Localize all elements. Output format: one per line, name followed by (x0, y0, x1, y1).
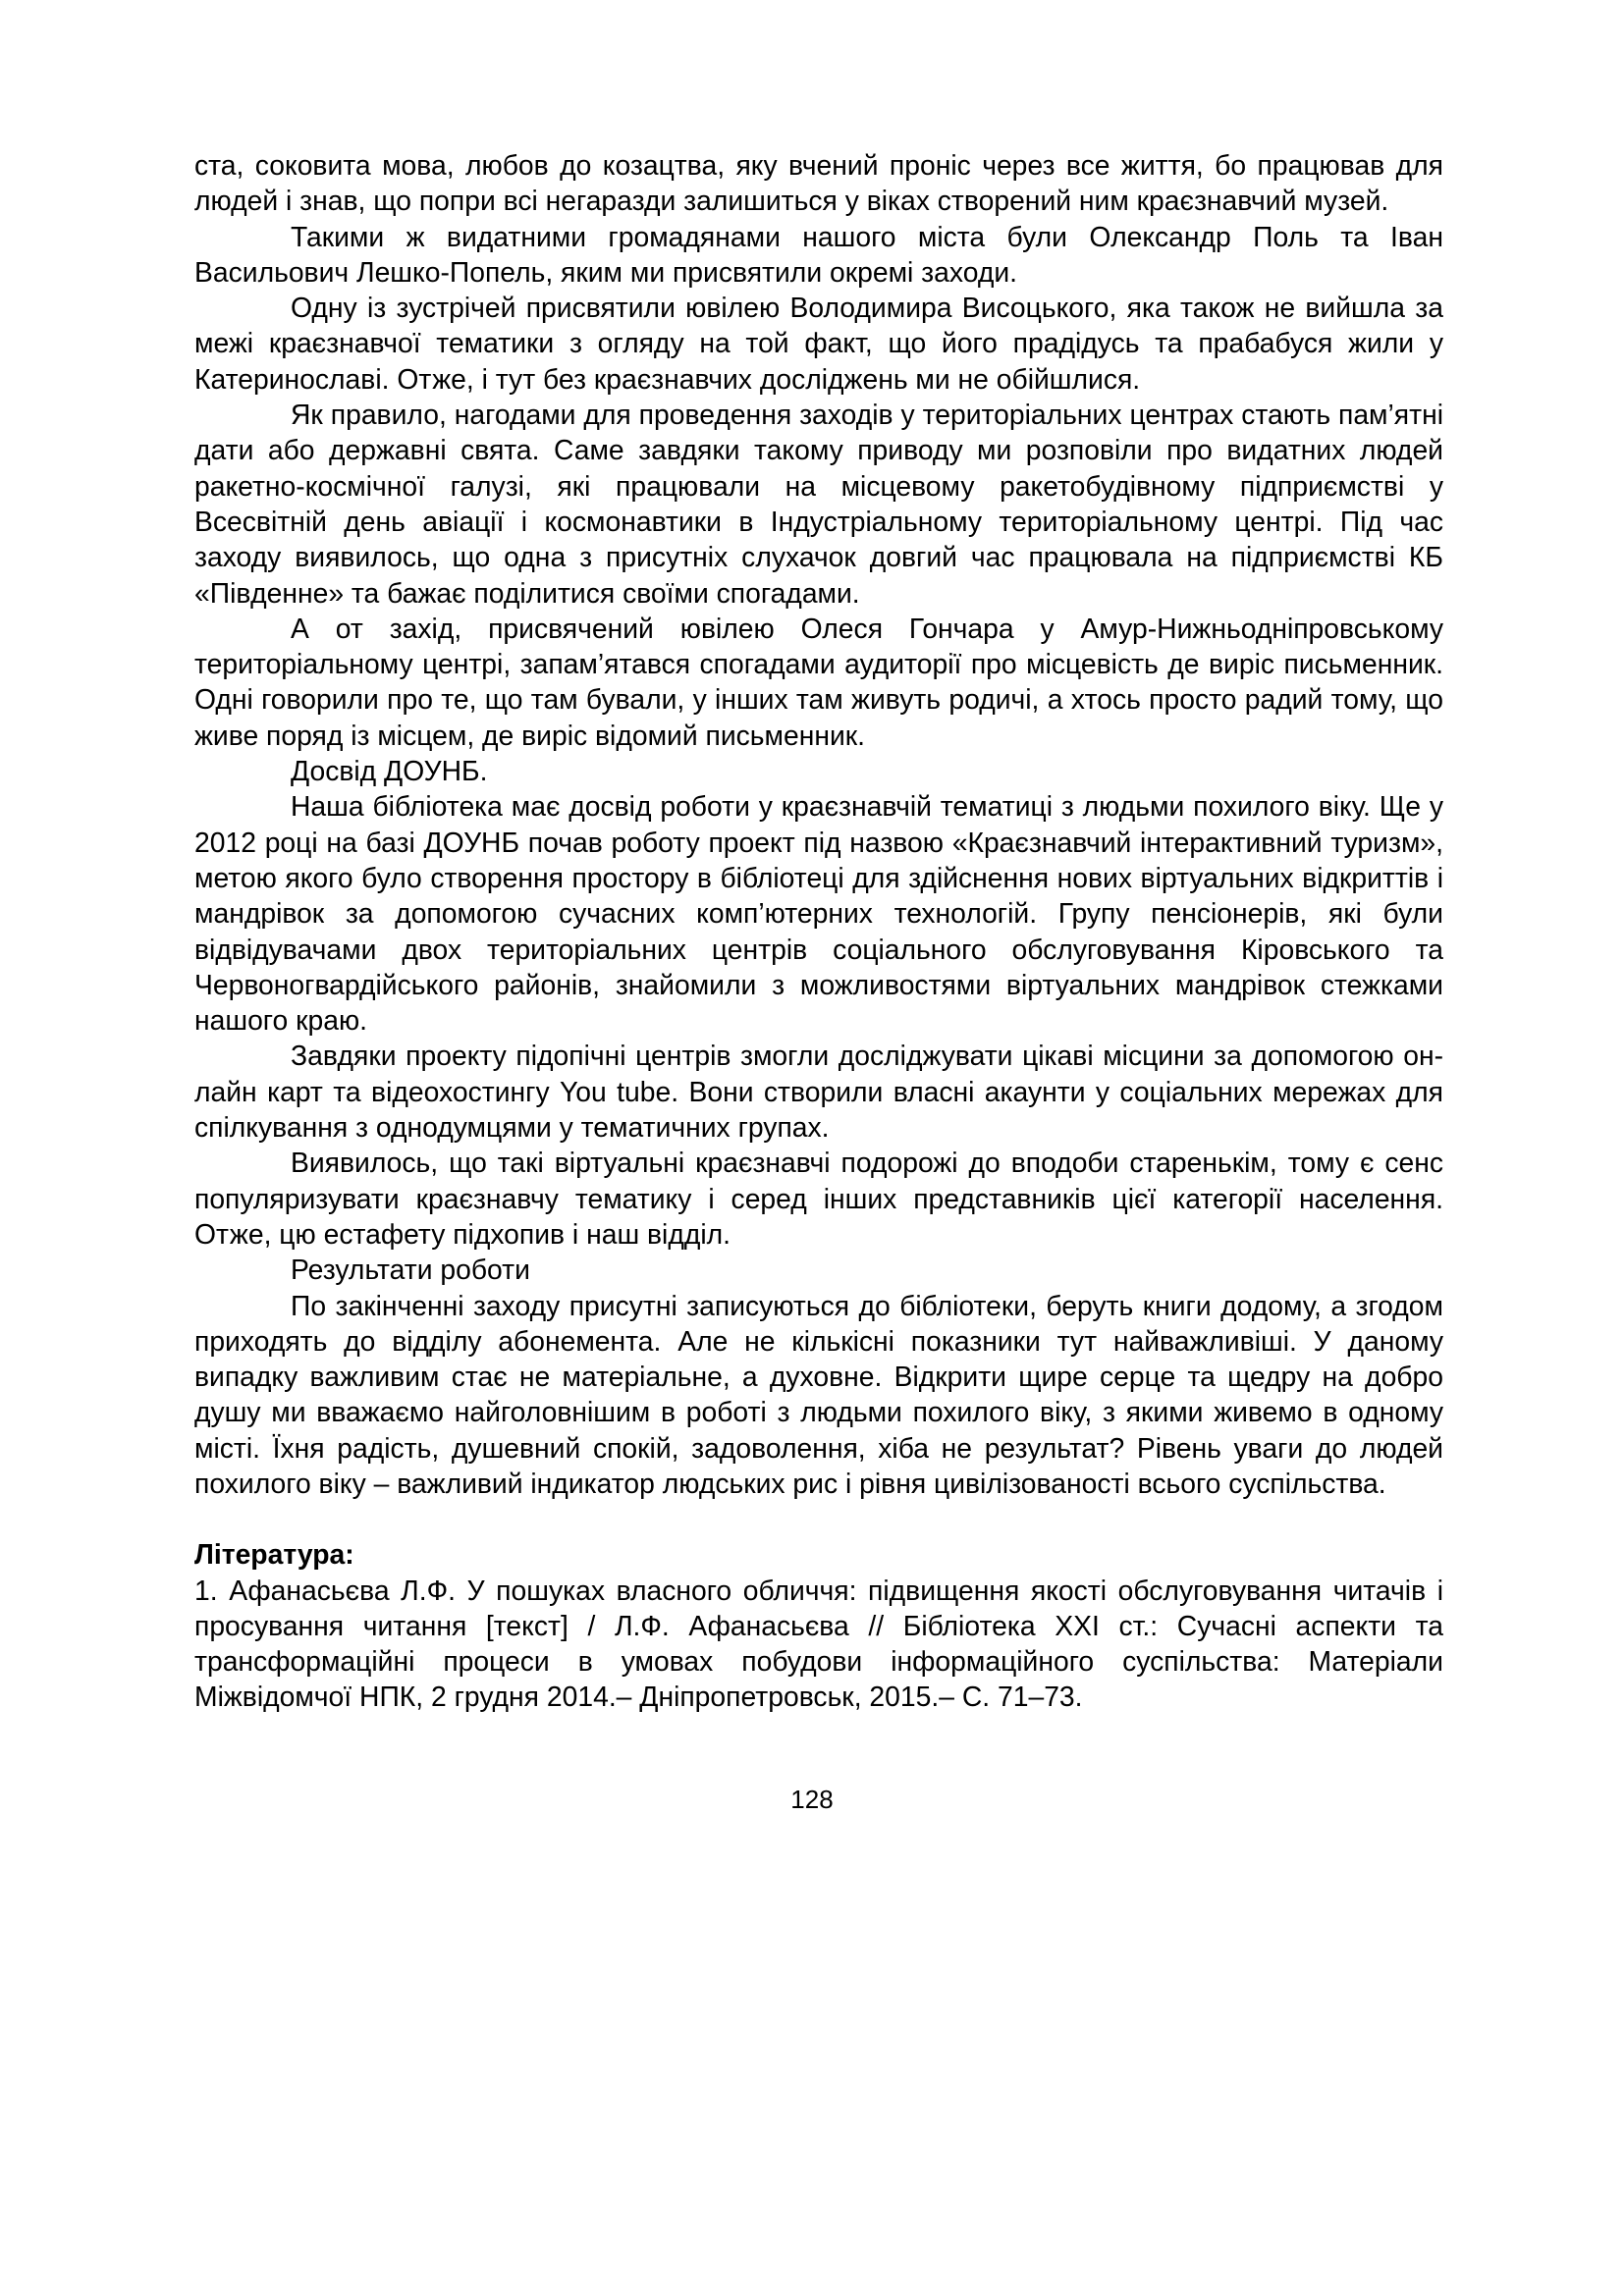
subheading-results: Результати роботи (291, 1254, 530, 1286)
paragraph: Одну із зустрічей присвятили ювілею Володимира Висоцького, яка також не вийшла за межі краєзнавчої тематики з огляду на той факт, що його прадідусь та прабабуся жили у Катеринославі. Отже, і тут без краєзнавчих досліджень ми не обійшлися. (194, 292, 1443, 395)
paragraph: А от захід, присвячений ювілею Олеся Гончара у Амур-Нижньодніпровському територіальному центрі, запам’ятався спогадами аудиторії про місцевість де виріс письменник. Одні говорили про те, що там бували, у інших там живуть родичі, а хтось просто радий тому, що живе поряд із місцем, де виріс відомий письменник. (194, 612, 1443, 751)
paragraph: По закінченні заходу присутні записуються до бібліотеки, беруть книги додому, а згодом приходять до відділу абонемента. Але не кількісні показники тут найважливіші. У даному випадку важливим стає не матеріальне, а духовне. Відкрити щире серце та щедру на добро душу ми вважаємо найголовнішим в роботі з людьми похилого віку, з якими живемо в одному місті. Їхня радість, душевний спокій, задоволення, хіба не результат? Рівень уваги до людей похилого віку – важливий індикатор людських рис і рівня цивілізованості всього суспільства. (194, 1289, 1443, 1499)
references-title: Література: (194, 1538, 354, 1571)
paragraph: Завдяки проекту підопічні центрів змогли досліджувати цікаві місцини за допомогою он-лайн карт та відеохостингу You tube. Вони створили власні акаунти у соціальних мережах для спілкування з однодумцями у тематичних групах. (194, 1040, 1443, 1144)
page-body (194, 147, 1443, 1715)
paragraph-continuation: ста, соковита мова, любов до козацтва, яку вчений проніс через все життя, бо працював для людей і знав, що попри всі негаразди залишиться у віках створений ним краєзнавчий музей. (194, 149, 1443, 217)
paragraph: Виявилось, що такі віртуальні краєзнавчі подорожі до вподоби старенькім, тому є сенс популяризувати краєзнавчу тематику і серед інших представників цієї категорії населення. Отже, цю естафету підхопив і наш відділ. (194, 1147, 1443, 1250)
reference-item: 1. Афанасьєва Л.Ф. У пошуках власного обличчя: підвищення якості обслуговування читачів і просування читання [текст] / Л.Ф. Афанасьєва // Бібліотека XXI ст.: Сучасні аспекти та трансформаційні процеси в умовах побудови інформаційного суспільства: Матеріали Міжвідомчої НПК, 2 грудня 2014.– Дніпропетровськ, 2015.– С. 71–73. (194, 1574, 1443, 1713)
paragraph: Наша бібліотека має досвід роботи у краєзнавчій тематиці з людьми похилого віку. Ще у 2012 році на базі ДОУНБ почав роботу проект під назвою «Краєзнавчий інтерактивний туризм», метою якого було створення простору в бібліотеці для здійснення нових віртуальних відкриттів і мандрівок за допомогою сучасних комп’ютерних технологій. Групу пенсіонерів, які були відвідувачами двох територіальних центрів соціального обслуговування Кіровського та Червоногвардійського районів, знайомили з можливостями віртуальних мандрівок стежками нашого краю. (194, 790, 1443, 1037)
paragraph: Такими ж видатними громадянами нашого міста були Олександр Поль та Іван Васильович Лешко-Попель, яким ми присвятили окремі заходи. (194, 220, 1443, 288)
subheading-experience: Досвід ДОУНБ. (291, 755, 488, 787)
paragraph: Як правило, нагодами для проведення заходів у територіальних центрах стають пам’ятні дати або державні свята. Саме завдяки такому приводу ми розповіли про видатних людей ракетно-космічної галузі, які працювали на місцевому ракетобудівному підприємстві у Всесвітній день авіації і космонавтики в Індустріальному територіальному центрі. Під час заходу виявилось, що одна з присутніх слухачок довгий час працювала на підприємстві КБ «Південне» та бажає поділитися своїми спогадами. (194, 399, 1443, 609)
page-number: 128 (790, 1785, 834, 1814)
